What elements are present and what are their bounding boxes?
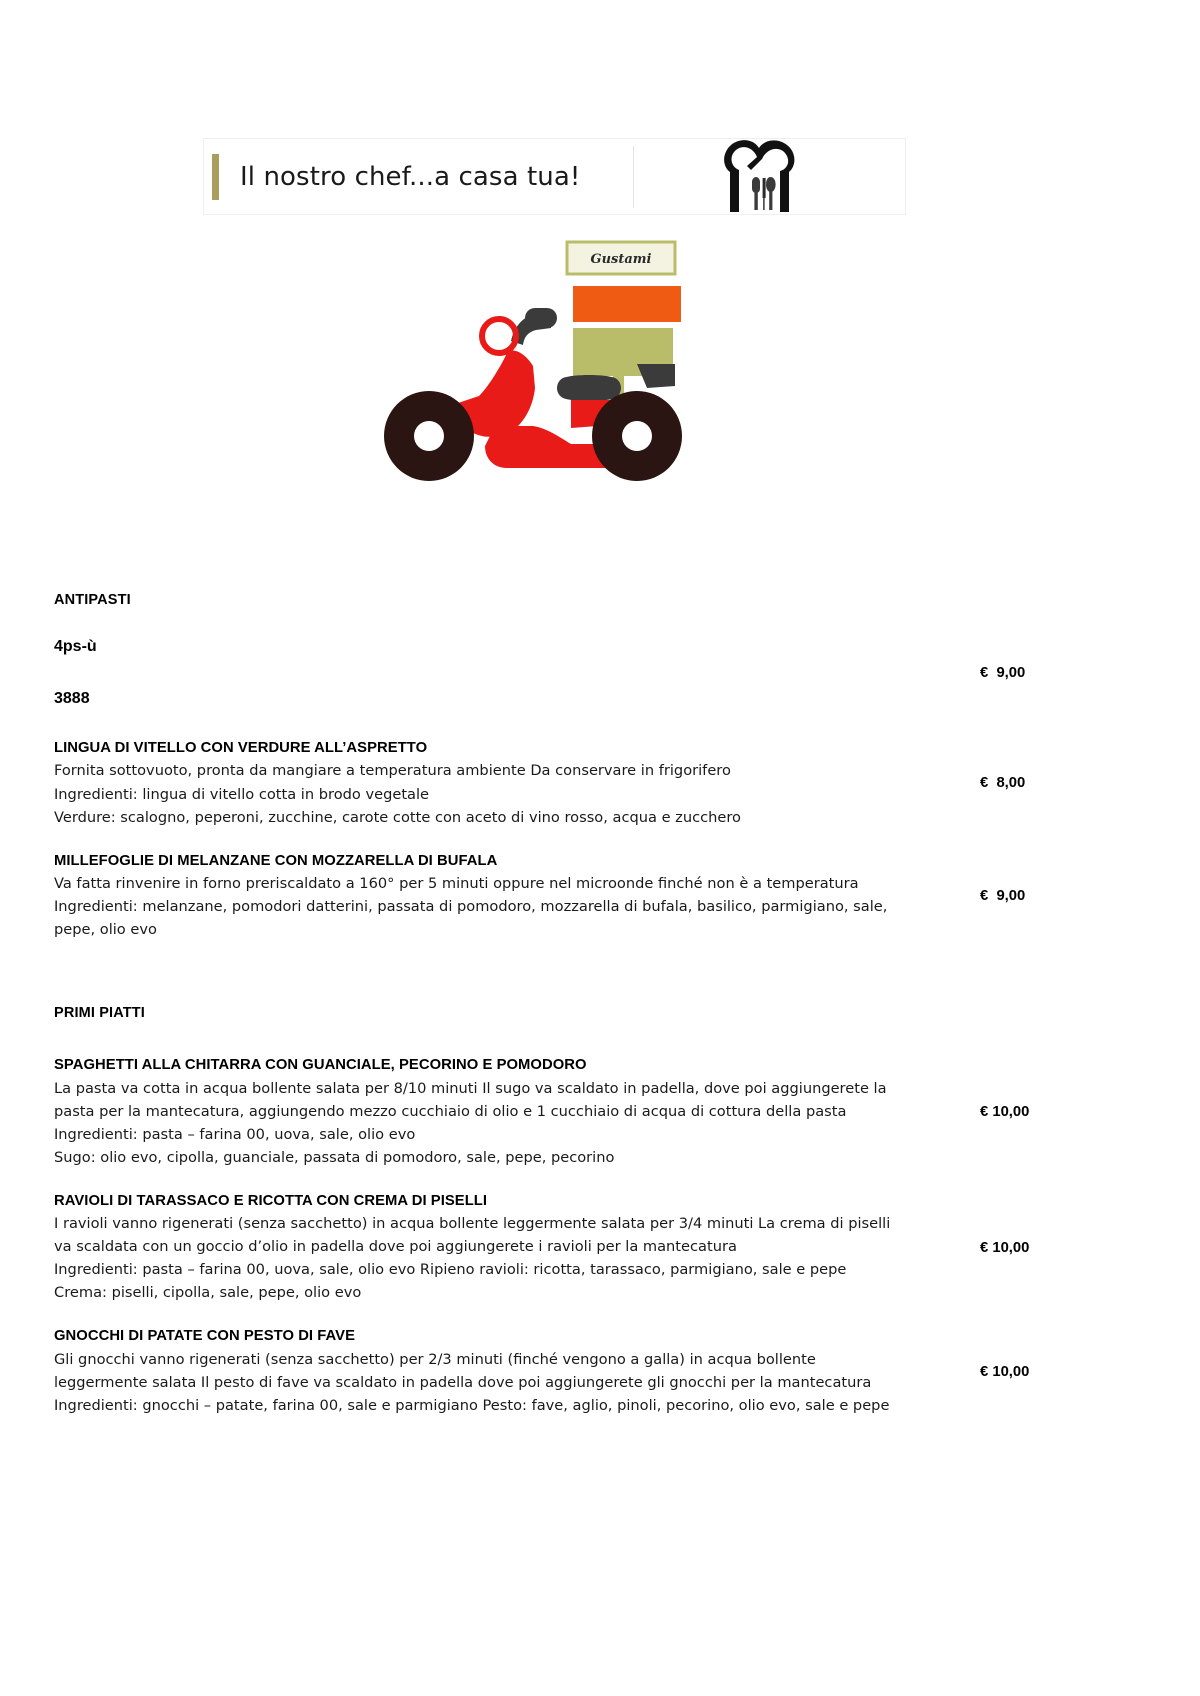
menu-item-line: Sugo: olio evo, cipolla, guanciale, passata di pomodoro, sale, pepe, pecorino <box>54 1148 615 1166</box>
menu-item-line: I ravioli vanno rigenerati (senza sacchetto) in acqua bollente leggermente salata per 3/4 minuti La crema di piselli <box>54 1215 891 1233</box>
menu-item-line: Ingredienti: gnocchi – patate, farina 00, sale e parmigiano Pesto: fave, aglio, pinoli, pecorino, olio evo, sale e pepe <box>54 1397 890 1415</box>
menu-item-price: € 9,00 <box>980 887 1026 904</box>
menu-item-line: Gli gnocchi vanno rigenerati (senza sacchetto) per 2/3 minuti (finché vengono a galla) in acqua bollente <box>54 1350 816 1368</box>
menu-item-line: pasta per la mantecatura, aggiungendo mezzo cucchiaio di olio e 1 cucchiaio di acqua di cottura della pasta <box>54 1102 847 1120</box>
menu-item <box>54 738 1144 829</box>
section-heading-antipasti: ANTIPASTI <box>54 592 131 608</box>
menu-item-title: GNOCCHI DI PATATE CON PESTO DI FAVE <box>54 1328 355 1345</box>
menu-item <box>54 1055 1144 1169</box>
accent-bar-icon <box>212 154 219 200</box>
menu-item-title: SPAGHETTI ALLA CHITARRA CON GUANCIALE, PECORINO E POMODORO <box>54 1057 587 1074</box>
header-banner <box>203 138 906 215</box>
menu-item <box>54 1326 1144 1417</box>
menu-item-line: Ingredienti: pasta – farina 00, uova, sale, olio evo <box>54 1125 416 1143</box>
menu-item-price: € 10,00 <box>980 1104 1030 1120</box>
menu-item-line: leggermente salata Il pesto di fave va scaldato in padella dove poi aggiungerete gli gnocchi per la mantecatura <box>54 1373 872 1391</box>
menu-item-price: € 10,00 <box>980 1239 1030 1256</box>
menu-item-price: € 10,00 <box>980 1363 1030 1380</box>
menu-item-line: va scaldata con un goccio d’olio in padella dove poi aggiungerete i ravioli per la mantecatura <box>54 1238 737 1256</box>
lead-line-1: 4ps-ù <box>54 638 97 655</box>
menu-item-line: Va fatta rinvenire in forno preriscaldato a 160° per 5 minuti oppure nel microonde finché non è a temperatura <box>54 875 859 893</box>
delivery-scooter-illustration <box>375 236 720 486</box>
menu-item-body <box>54 1326 934 1417</box>
menu-item-line: pepe, olio evo <box>54 921 157 939</box>
menu-item-line: Fornita sottovuoto, pronta da mangiare a temperatura ambiente Da conservare in frigorifero <box>54 762 731 780</box>
menu-item-line: Verdure: scalogno, peperoni, zucchine, carote cotte con aceto di vino rosso, acqua e zucchero <box>54 808 741 826</box>
lead-body <box>54 638 934 708</box>
svg-text:Gustami: Gustami <box>590 252 652 267</box>
banner-divider <box>633 146 634 208</box>
menu-item-line: La pasta va cotta in acqua bollente salata per 8/10 minuti Il sugo va scaldato in padella, dove poi aggiungerete la <box>54 1079 887 1097</box>
banner-title: Il nostro chef...a casa tua! <box>240 161 581 192</box>
menu-item <box>54 1191 1144 1305</box>
menu-item-body <box>54 1055 934 1169</box>
section-heading-primi-piatti: PRIMI PIATTI <box>54 1005 145 1022</box>
menu-item-line: Ingredienti: melanzane, pomodori datterini, passata di pomodoro, mozzarella di bufala, basilico, parmigiano, sale, <box>54 898 888 916</box>
menu-item-body <box>54 1191 934 1305</box>
menu-content <box>54 592 1144 1417</box>
menu-item-lead <box>54 638 1144 708</box>
lead-price: € 9,00 <box>980 665 1026 681</box>
menu-item-line: Ingredienti: pasta – farina 00, uova, sale, olio evo Ripieno ravioli: ricotta, tarassaco, parmigiano, sale e pepe <box>54 1261 847 1279</box>
lead-line-2: 3888 <box>54 690 90 707</box>
menu-item <box>54 851 1144 942</box>
menu-item-body <box>54 851 934 942</box>
menu-item-title: LINGUA DI VITELLO CON VERDURE ALL’ASPRETTO <box>54 740 428 756</box>
menu-item-line: Crema: piselli, cipolla, sale, pepe, olio evo <box>54 1284 362 1302</box>
menu-item-title: RAVIOLI DI TARASSACO E RICOTTA CON CREMA DI PISELLI <box>54 1192 488 1209</box>
chef-hat-with-cutlery-icon <box>717 138 801 216</box>
menu-item-body <box>54 738 934 829</box>
menu-item-price: € 8,00 <box>980 775 1026 792</box>
menu-item-line: Ingredienti: lingua di vitello cotta in brodo vegetale <box>54 785 430 803</box>
menu-item-title: MILLEFOGLIE DI MELANZANE CON MOZZARELLA DI BUFALA <box>54 852 498 869</box>
